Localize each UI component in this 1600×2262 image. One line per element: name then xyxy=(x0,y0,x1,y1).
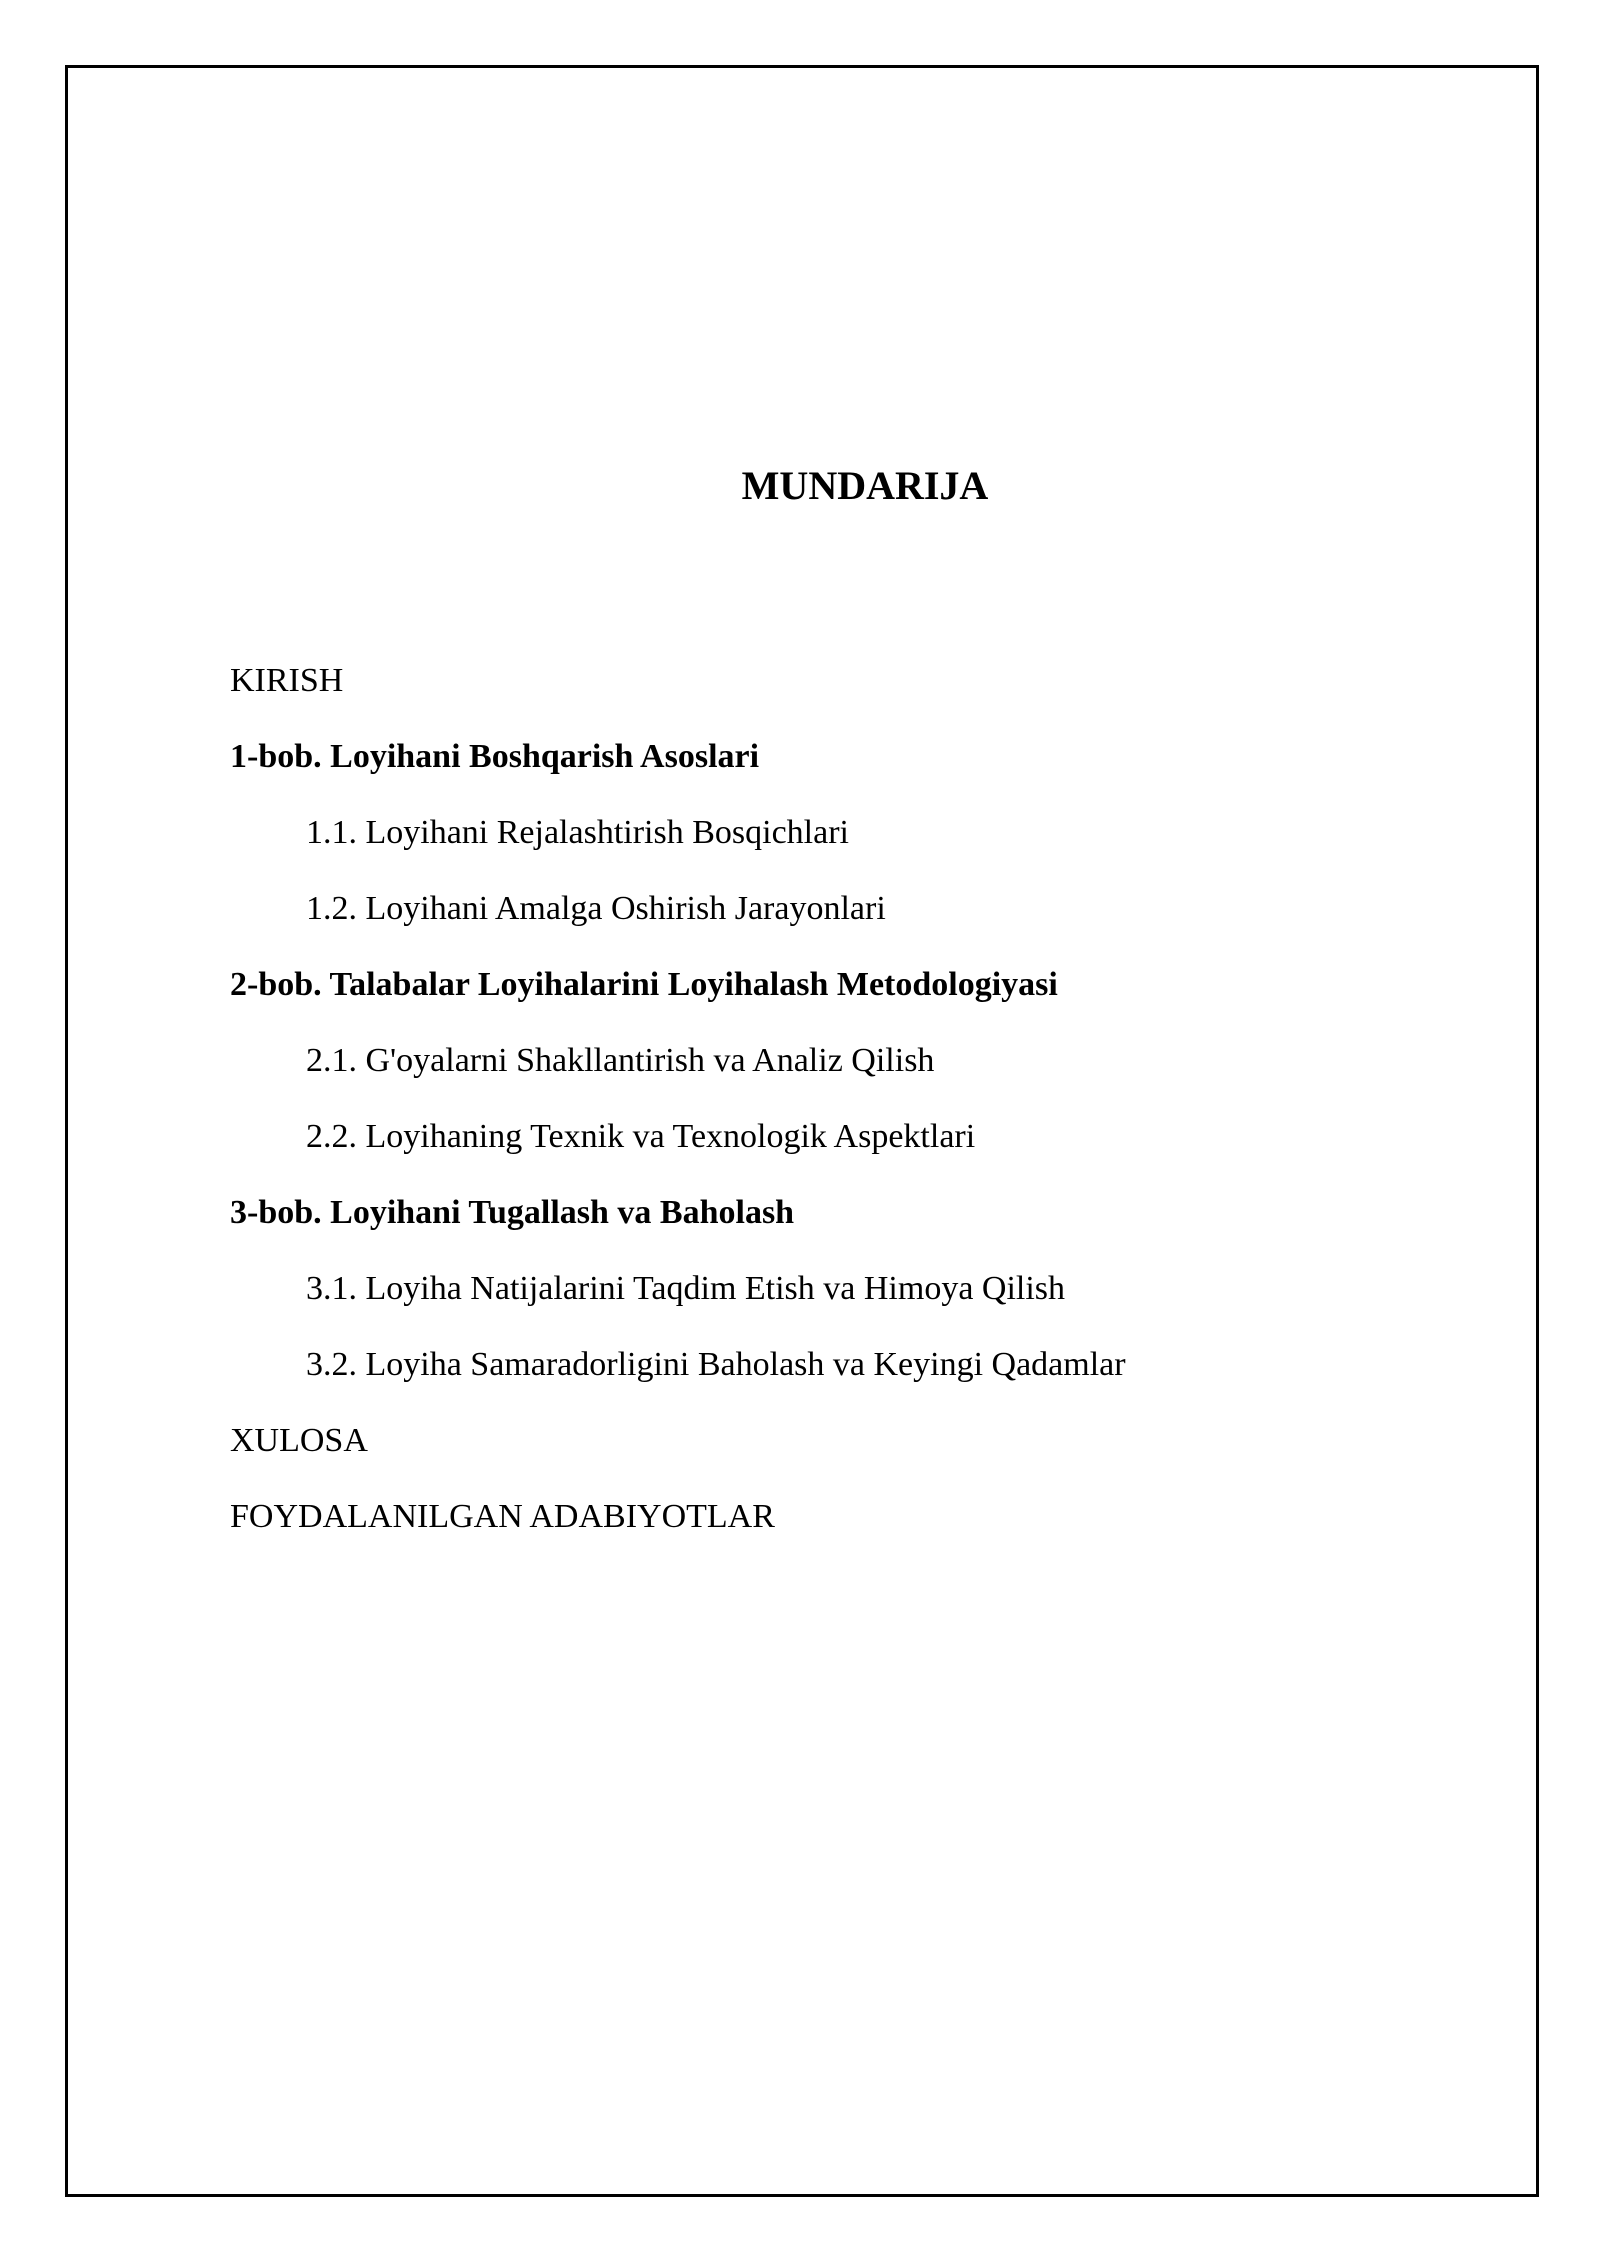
toc-item-xulosa: XULOSA xyxy=(230,1422,368,1459)
toc-chapter-3: 3-bob. Loyihani Tugallash va Baholash xyxy=(230,1194,795,1231)
toc-section-2-1: 2.1. G'oyalarni Shakllantirish va Analiz Qilish xyxy=(306,1042,935,1079)
toc-item-kirish: KIRISH xyxy=(230,662,344,699)
toc-section-1-2: 1.2. Loyihani Amalga Oshirish Jarayonlari xyxy=(306,890,886,927)
table-of-contents xyxy=(230,643,1126,1555)
toc-section-2-2: 2.2. Loyihaning Texnik va Texnologik Aspektlari xyxy=(306,1118,976,1155)
toc-section-3-2: 3.2. Loyiha Samaradorligini Baholash va Keyingi Qadamlar xyxy=(306,1346,1126,1383)
toc-section-1-1: 1.1. Loyihani Rejalashtirish Bosqichlari xyxy=(306,814,849,851)
toc-item-references: FOYDALANILGAN ADABIYOTLAR xyxy=(230,1498,775,1535)
page-title: MUNDARIJA xyxy=(741,463,989,508)
toc-section-3-1: 3.1. Loyiha Natijalarini Taqdim Etish va Himoya Qilish xyxy=(306,1270,1066,1307)
toc-chapter-1: 1-bob. Loyihani Boshqarish Asoslari xyxy=(230,738,760,775)
toc-chapter-2: 2-bob. Talabalar Loyihalarini Loyihalash Metodologiyasi xyxy=(230,966,1058,1003)
